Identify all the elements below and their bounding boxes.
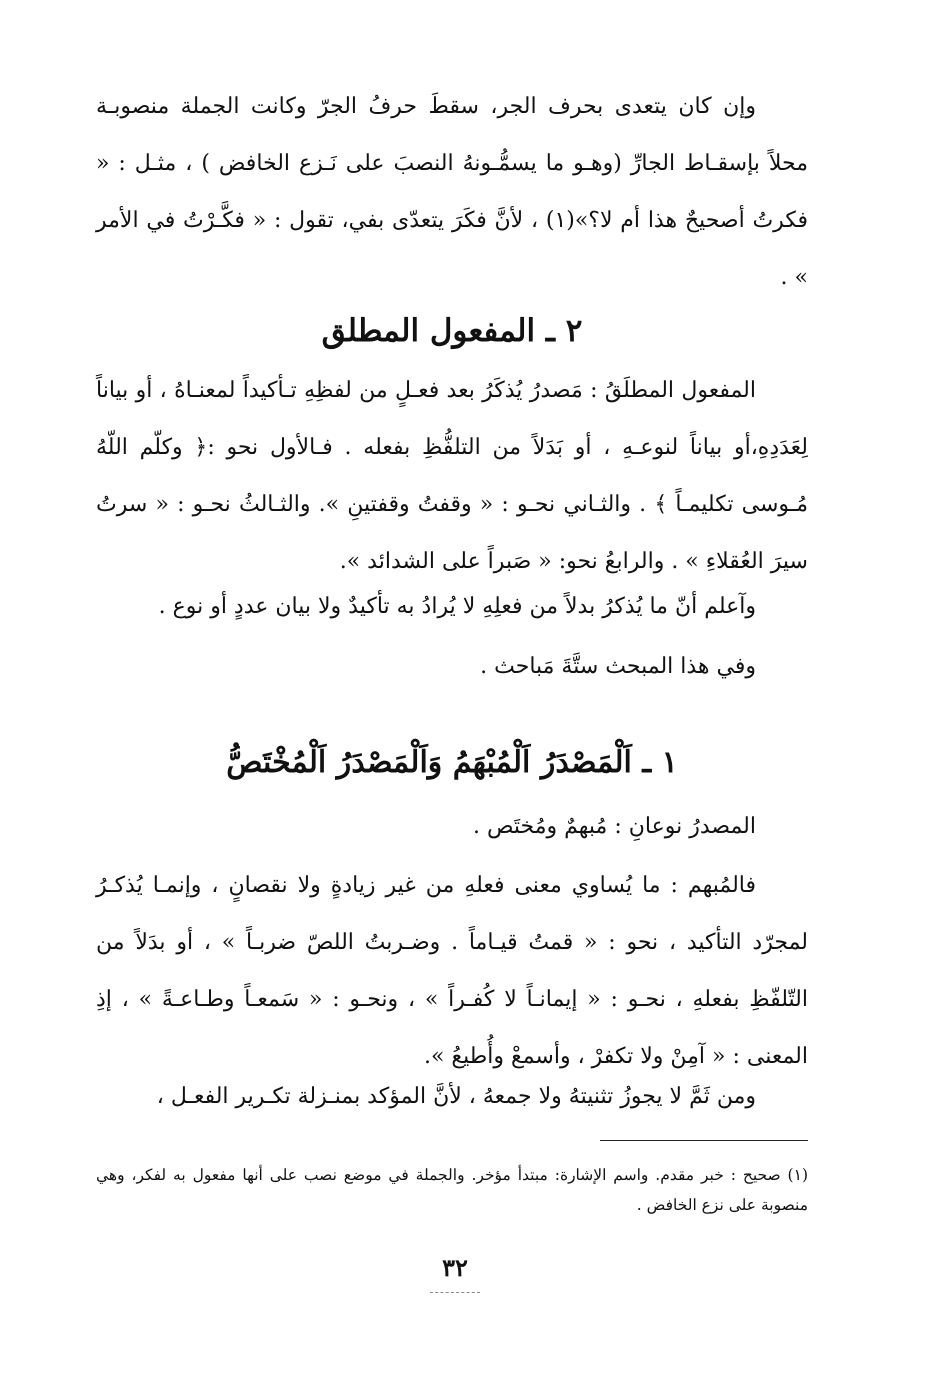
paragraph-subsections: وفي هذا المبحث ستَّةَ مَباحث . — [480, 654, 756, 679]
footnote-separator — [600, 1140, 808, 1141]
page-number: ٣٢ — [442, 1253, 468, 1282]
paragraph-plural: ومن ثَمَّ لا يجوزُ تثنيتهُ ولا جمعهُ ، لأنَّ المؤكد بمنـزلة تكـرير الفعـل ، — [156, 1084, 756, 1109]
page-number-underline — [430, 1292, 480, 1293]
paragraph-vague: فالمُبهم : ما يُساوي معنى فعلهِ من غير زيادةٍ ولا نقصانٍ ، وإنمـا يُذكـرُ لمجرّد التأكيد ، نحو : « قمتُ قيـاماً . وضـربتُ اللصّ ضربـاً » ، أو بدَلاً من التّلفّظِ بفعلهِ ، نحـو : « إيمانـاً لا كُفـراً » ، ونحـو : « سَمعـاً وطـاعـةً » ، إذِ المعنى : « آمِنْ ولا تكفرْ ، وأسمعْ وأُطيعُ ». — [96, 873, 808, 1069]
footnote: (١) صحيح : خبر مقدم. واسم الإشارة: مبتدأ مؤخر. والجملة في موضع نصب على أنها مفعول به لفكر، وهي منصوبة على نزع الخافض . — [96, 1166, 808, 1214]
section-heading-absolute-object: ٢ ـ المفعول المطلق — [321, 313, 583, 349]
paragraph-note: وآعلم أنّ ما يُذكرُ بدلاً من فعلِهِ لا يُرادُ به تأكيدٌ ولا بيان عددٍ أو نوع . — [158, 594, 756, 619]
paragraph-definition: المفعول المطلَقُ : مَصدرُ يُذكَرُ بعد فعـلٍ من لفظِهِ تـأكيداً لمعنـاهُ ، أو بياناً لِعَدَدِهِ،أو بياناً لنوعـهِ ، أو بَدَلاً من التلفُّظِ بفعله . فـالأول نحو :﴿ وكلّم اللّهُ مُـوسى تكليمـاً ﴾ . والثـاني نحـو : « وقفتُ وقفتينِ ». والثـالثُ نحـو : « سرتُ سيرَ العُقلاءِ » . والرابعُ نحو: « صَبراً على الشدائد ». — [96, 378, 808, 574]
subsection-heading-vague-specific: ١ ـ اَلْمَصْدَرُ اَلْمُبْهَمُ وَاَلْمَصْدَرُ اَلْمُخْتَصُّ — [226, 745, 678, 780]
paragraph-intro: وإن كان يتعدى بحرف الجر، سقطَ حرفُ الجرّ وكانت الجملة منصوبـة محلاً بإسقـاط الجارِّ (وهـو ما يسمُّـونهُ النصبَ على نَـزع الخافض ) ، مثـل : « فكرتُ أصحيحٌ هذا أم لا؟»(١) ، لأنَّ فكَرَ يتعدّى بفي، تقول : « فكَّـرْتُ في الأمر » . — [96, 94, 808, 290]
paragraph-types: المصدرُ نوعانِ : مُبهمٌ ومُختَص . — [472, 814, 756, 839]
